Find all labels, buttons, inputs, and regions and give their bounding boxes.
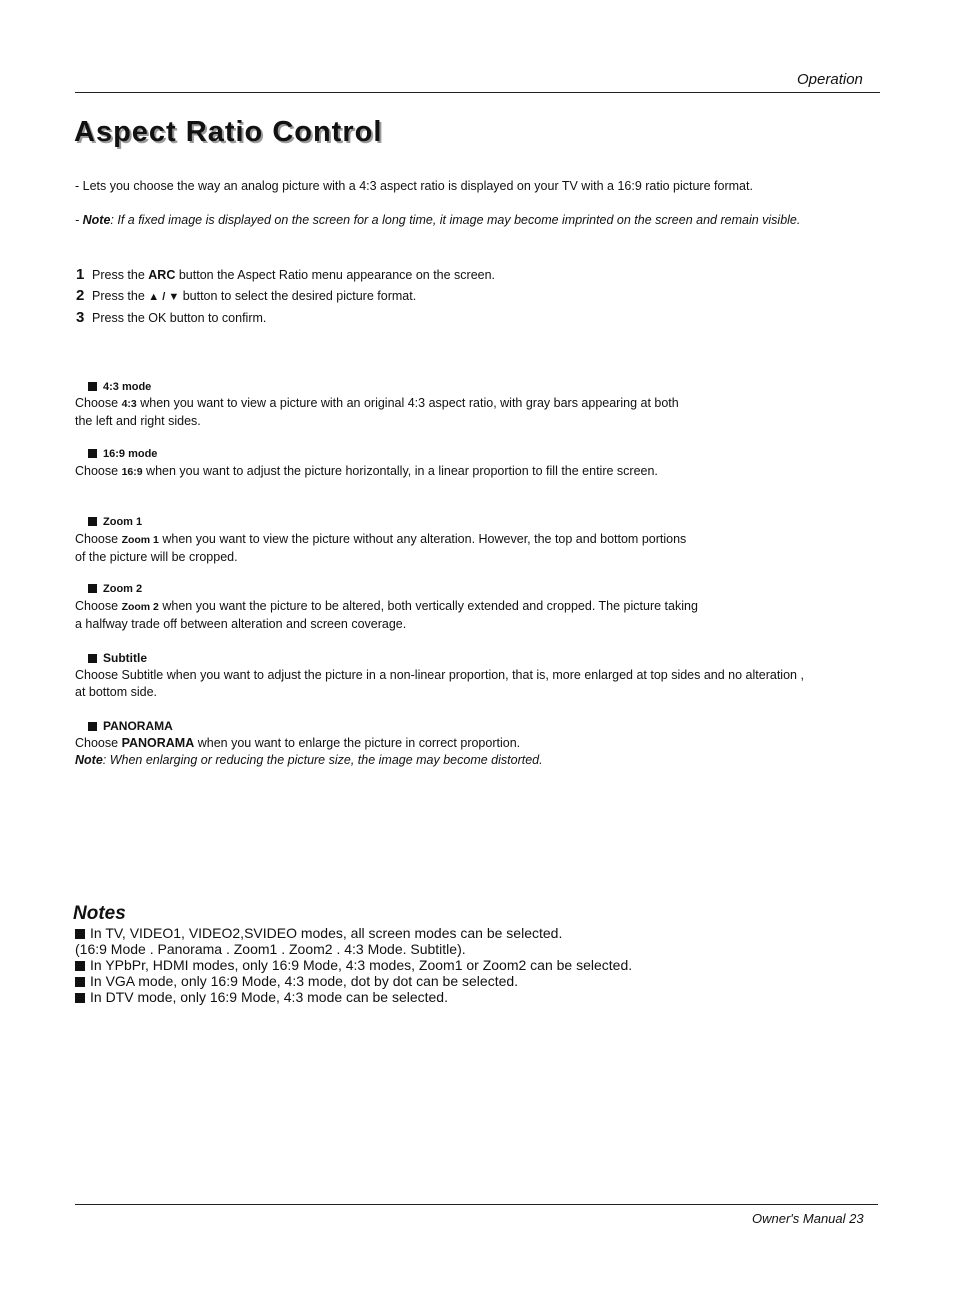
intro-note xyxy=(75,212,800,229)
mode-desc-zoom-2 xyxy=(75,598,698,633)
mode-desc-4-3 xyxy=(75,395,679,430)
step-number: 2 xyxy=(76,287,85,304)
mode-heading-subtitle xyxy=(88,651,147,665)
bullet-square-icon xyxy=(75,929,85,939)
step-text: Press the OK button to confirm. xyxy=(92,311,267,325)
note-item-text: (16:9 Mode . Panorama . Zoom1 . Zoom2 . 4:3 Mode. Subtitle). xyxy=(75,941,466,957)
desc-line-1: when you want to view the picture without any alteration. However, the top and bottom portions xyxy=(158,532,687,546)
desc-line-2: at bottom side. xyxy=(75,685,157,699)
desc-line-1: when you want to adjust the picture horizontally, in a linear proportion to fill the entire screen. xyxy=(142,464,658,478)
choose-text: Choose xyxy=(75,464,122,478)
choose-text: Choose xyxy=(75,532,122,546)
bullet-square-icon xyxy=(88,382,97,391)
mode-desc-zoom-1 xyxy=(75,531,686,566)
mode-heading-zoom-2 xyxy=(88,583,142,595)
notes-list xyxy=(75,925,632,1005)
intro-note-prefix: - xyxy=(75,213,83,227)
step-text-post: button to select the desired picture format. xyxy=(179,289,417,303)
mode-heading-label: 16:9 mode xyxy=(103,448,158,460)
desc-line-2: the left and right sides. xyxy=(75,414,201,428)
desc-line-2: a halfway trade off between alteration and screen coverage. xyxy=(75,617,407,631)
step-number: 3 xyxy=(76,309,85,326)
step-number: 1 xyxy=(76,266,85,283)
panorama-note-label: Note xyxy=(75,753,103,767)
note-item xyxy=(75,941,632,957)
mode-inline-label: 16:9 xyxy=(121,466,143,478)
header-rule xyxy=(75,92,880,93)
step-2 xyxy=(76,285,416,308)
step-text-pre: Press the xyxy=(92,289,149,303)
bullet-square-icon xyxy=(88,517,97,526)
desc-line-2: of the picture will be cropped. xyxy=(75,550,238,564)
mode-inline-label: PANORAMA xyxy=(121,736,195,750)
step-1 xyxy=(76,264,495,286)
note-item-text: In YPbPr, HDMI modes, only 16:9 Mode, 4:3 modes, Zoom1 or Zoom2 can be selected. xyxy=(90,957,633,973)
mode-desc-panorama xyxy=(75,735,543,769)
mode-heading-label: PANORAMA xyxy=(103,719,173,733)
intro-note-label: Note xyxy=(82,213,111,227)
choose-text: Choose xyxy=(75,396,122,410)
bullet-square-icon xyxy=(88,584,97,593)
footer-rule xyxy=(75,1204,878,1205)
note-item xyxy=(75,957,632,973)
panorama-note-text: : When enlarging or reducing the picture size, the image may become distorted. xyxy=(102,753,543,767)
up-down-arrow-icon: ▲ / ▼ xyxy=(148,291,180,303)
desc-line-1: when you want to enlarge the picture in correct proportion. xyxy=(194,736,521,750)
bullet-square-icon xyxy=(75,977,85,987)
mode-inline-label: Zoom 2 xyxy=(121,601,159,613)
mode-inline-label: 4:3 xyxy=(121,398,137,410)
note-item xyxy=(75,973,632,989)
note-item xyxy=(75,989,632,1005)
mode-heading-label: Zoom 1 xyxy=(103,516,143,528)
step-text-pre: Press the xyxy=(92,268,149,282)
bullet-square-icon xyxy=(75,993,85,1003)
mode-heading-label: 4:3 mode xyxy=(103,381,152,393)
note-item-text: In VGA mode, only 16:9 Mode, 4:3 mode, dot by dot can be selected. xyxy=(90,973,519,989)
intro-text: - Lets you choose the way an analog picture with a 4:3 aspect ratio is displayed on your TV with a 16:9 ratio picture format. xyxy=(75,179,753,193)
mode-heading-4-3 xyxy=(88,381,151,393)
mode-desc-16-9 xyxy=(75,463,658,481)
bullet-square-icon xyxy=(88,654,97,663)
panorama-note xyxy=(75,753,543,767)
bullet-square-icon xyxy=(88,449,97,458)
bullet-square-icon xyxy=(88,722,97,731)
mode-heading-label: Zoom 2 xyxy=(103,583,143,595)
desc-line-1: when you want the picture to be altered, both vertically extended and cropped. The picture taking xyxy=(158,599,698,613)
mode-inline-label: Zoom 1 xyxy=(121,534,159,546)
mode-desc-subtitle xyxy=(75,667,804,701)
intro-note-text: : If a fixed image is displayed on the screen for a long time, it image may become imprinted on the screen and remain visible. xyxy=(110,213,801,227)
page-title: Aspect Ratio Control xyxy=(74,116,383,148)
choose-text: Choose xyxy=(75,736,122,750)
step-text-post: button the Aspect Ratio menu appearance on the screen. xyxy=(175,268,496,282)
bullet-square-icon xyxy=(75,961,85,971)
mode-heading-panorama xyxy=(88,719,173,733)
mode-heading-zoom-1 xyxy=(88,516,142,528)
note-item-text: In DTV mode, only 16:9 Mode, 4:3 mode can be selected. xyxy=(90,989,448,1005)
section-label: Operation xyxy=(797,71,863,88)
footer-page-label: Owner's Manual 23 xyxy=(752,1211,864,1226)
mode-heading-label: Subtitle xyxy=(103,651,147,665)
desc-line-1: when you want to view a picture with an original 4:3 aspect ratio, with gray bars appearing at both xyxy=(136,396,679,410)
notes-title: Notes xyxy=(73,903,126,924)
choose-text: Choose xyxy=(75,599,122,613)
desc-line-1: Choose Subtitle when you want to adjust the picture in a non-linear proportion, that is, more enlarged at top sides and no alteration , xyxy=(75,668,804,682)
note-item-text: In TV, VIDEO1, VIDEO2,SVIDEO modes, all screen modes can be selected. xyxy=(90,925,563,941)
arc-button-label: ARC xyxy=(148,268,176,282)
step-3 xyxy=(76,307,266,329)
mode-heading-16-9 xyxy=(88,448,157,460)
note-item xyxy=(75,925,632,941)
